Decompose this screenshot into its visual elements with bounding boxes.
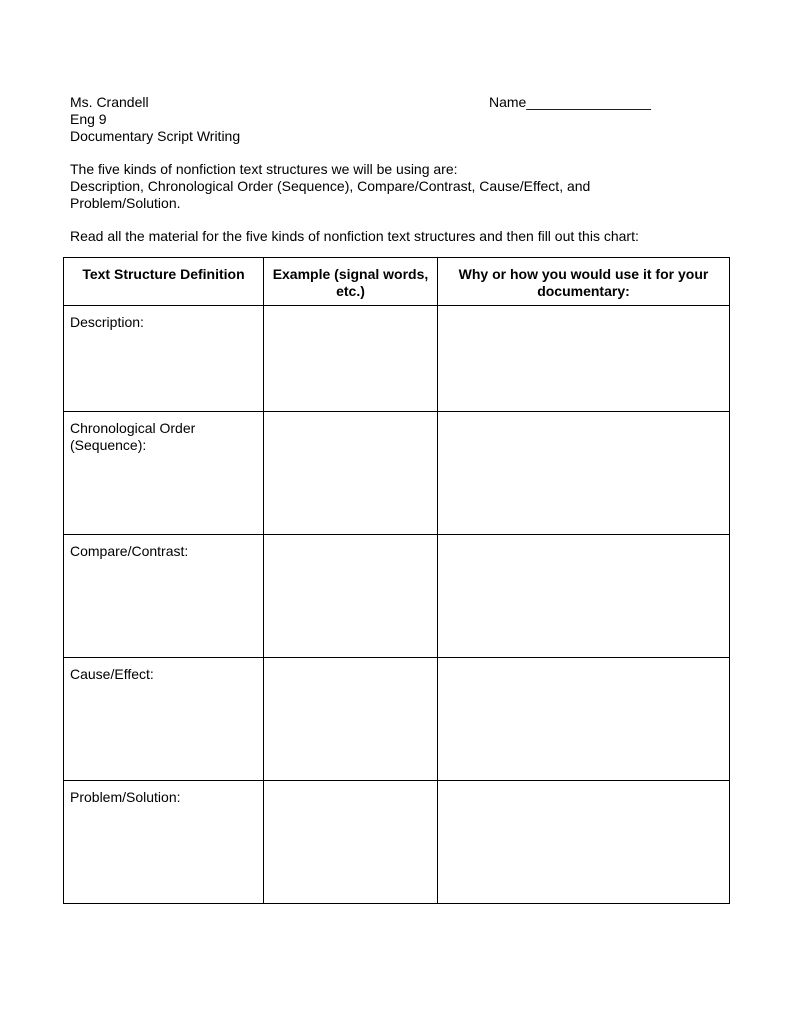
usage-cell[interactable] [438,535,730,658]
usage-cell[interactable] [438,658,730,781]
example-cell[interactable] [264,535,438,658]
row-label-description: Description: [64,306,264,412]
table-row [64,781,730,904]
example-cell[interactable] [264,658,438,781]
row-label-cause-effect: Cause/Effect: [64,658,264,781]
row-label-chronological-order: Chronological Order (Sequence): [64,412,264,535]
header-example: Example (signal words, etc.) [264,258,438,306]
student-name-field[interactable]: Name________________ [489,94,651,110]
chart-header-row [64,258,730,306]
intro-line-2: Description, Chronological Order (Sequence), Compare/Contrast, Cause/Effect, and [70,178,591,194]
row-label-problem-solution: Problem/Solution: [64,781,264,904]
table-row [64,306,730,412]
table-row [64,658,730,781]
text-structure-chart [63,257,730,904]
example-cell[interactable] [264,306,438,412]
usage-cell[interactable] [438,412,730,535]
example-cell[interactable] [264,412,438,535]
row-label-compare-contrast: Compare/Contrast: [64,535,264,658]
example-cell[interactable] [264,781,438,904]
usage-cell[interactable] [438,781,730,904]
instruction-text: Read all the material for the five kinds of nonfiction text structures and then fill out this chart: [70,228,639,244]
intro-line-3: Problem/Solution. [70,195,181,211]
course-name: Eng 9 [70,111,107,127]
table-row [64,535,730,658]
table-row [64,412,730,535]
intro-line-1: The five kinds of nonfiction text structures we will be using are: [70,161,458,177]
header-why-how: Why or how you would use it for your documentary: [438,258,730,306]
teacher-name: Ms. Crandell [70,94,149,110]
header-text-structure-definition: Text Structure Definition [64,258,264,306]
assignment-title: Documentary Script Writing [70,128,241,144]
usage-cell[interactable] [438,306,730,412]
